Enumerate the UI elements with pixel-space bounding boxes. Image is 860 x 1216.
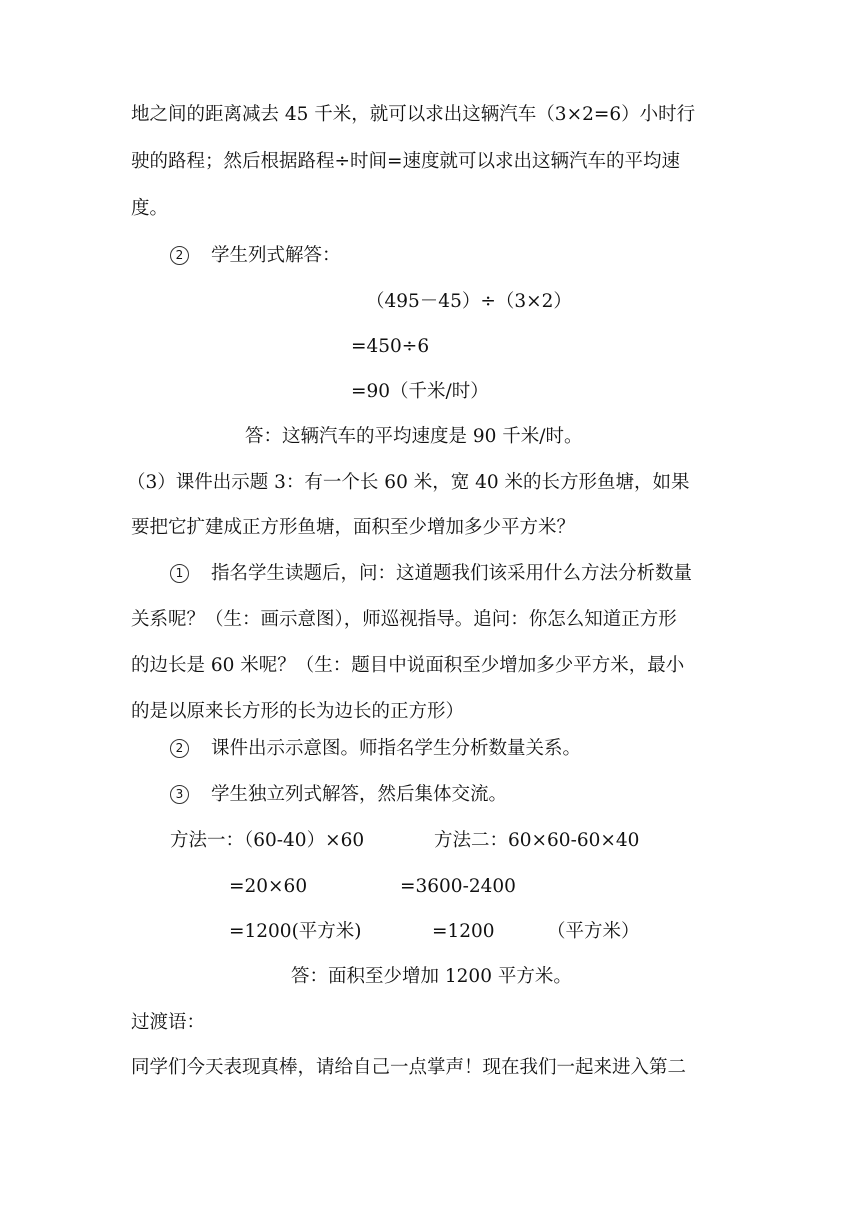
answer-line: 答：这辆汽车的平均速度是 90 千米/时。 xyxy=(245,426,583,447)
method-two-step: =3600-2400 xyxy=(400,876,516,897)
method-two-unit: （平方米） xyxy=(547,921,640,942)
equation-line: =450÷6 xyxy=(351,336,430,357)
step-number-badge: 2 xyxy=(170,246,189,265)
step-number-badge: 3 xyxy=(170,785,189,804)
step-text: 课件出示示意图。师指名学生分析数量关系。 xyxy=(211,738,582,759)
transition-label: 过渡语： xyxy=(131,1012,206,1033)
step-item xyxy=(170,783,507,807)
step-number-badge: 2 xyxy=(170,739,189,758)
equation-line: =90（千米/时） xyxy=(351,381,489,402)
problem-heading: （3）课件出示题 3：有一个长 60 米，宽 40 米的长方形鱼塘，如果 xyxy=(127,472,690,493)
paragraph-line: 的边长是 60 米呢？（生：题目中说面积至少增加多少平方米，最小 xyxy=(131,655,685,676)
paragraph-line: 关系呢？（生：画示意图），师巡视指导。追问：你怎么知道正方形 xyxy=(131,609,677,630)
method-one-line: 方法一：（60-40）×60 xyxy=(170,830,365,851)
paragraph-line: 的是以原来长方形的长为边长的正方形） xyxy=(131,701,465,722)
step-item xyxy=(170,244,341,268)
paragraph-line: 同学们今天表现真棒，请给自己一点掌声！现在我们一起来进入第二 xyxy=(131,1057,687,1078)
method-two-result: =1200 xyxy=(432,921,495,942)
step-text: 学生列式解答： xyxy=(211,245,341,266)
method-one-step: =20×60 xyxy=(229,876,308,897)
step-item xyxy=(170,562,692,586)
equation-line: （495－45）÷（3×2） xyxy=(366,291,572,312)
step-item xyxy=(170,737,581,761)
method-two-line: 方法二：60×60-60×40 xyxy=(434,830,640,851)
paragraph-line: 度。 xyxy=(131,198,169,219)
answer-line: 答：面积至少增加 1200 平方米。 xyxy=(291,966,572,987)
method-one-result: =1200(平方米) xyxy=(229,921,362,942)
paragraph-line: 要把它扩建成正方形鱼塘，面积至少增加多少平方米？ xyxy=(131,517,576,538)
paragraph-line: 地之间的距离减去 45 千米，就可以求出这辆汽车（3×2=6）小时行 xyxy=(131,104,696,125)
step-text: 指名学生读题后，问：这道题我们该采用什么方法分析数量 xyxy=(211,563,693,584)
step-text: 学生独立列式解答，然后集体交流。 xyxy=(211,784,508,805)
step-number-badge: 1 xyxy=(170,564,189,583)
paragraph-line: 驶的路程；然后根据路程÷时间=速度就可以求出这辆汽车的平均速 xyxy=(131,151,681,172)
